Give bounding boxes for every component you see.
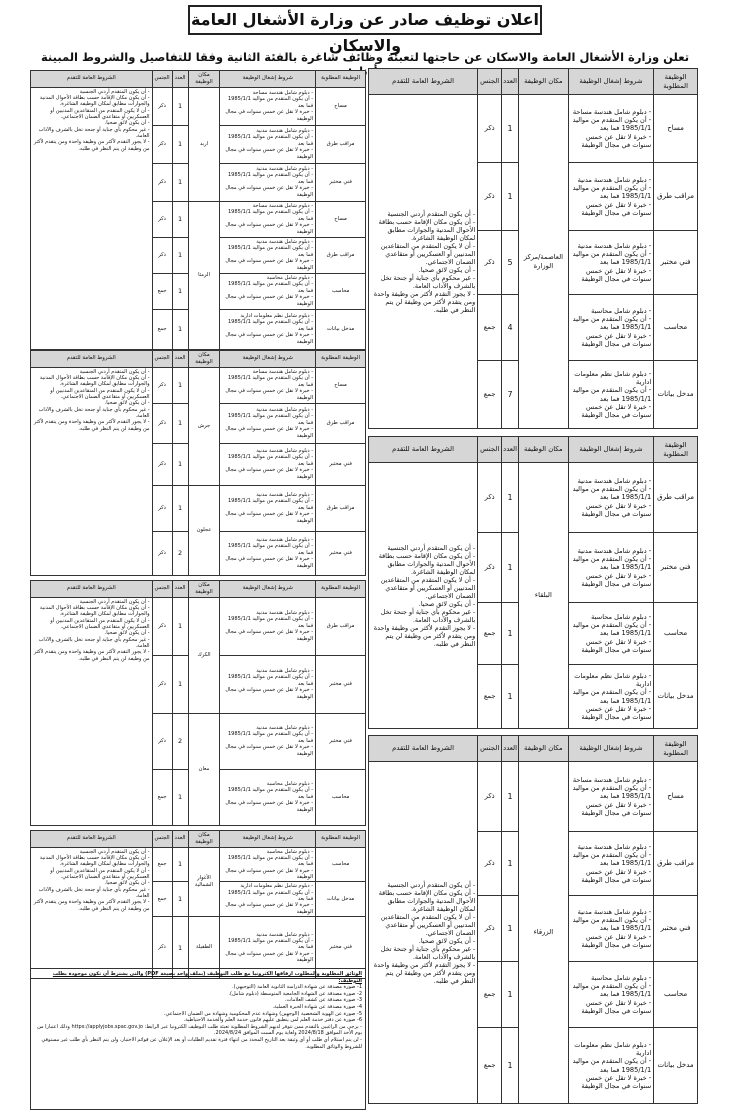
header-qual: شروط إشغال الوظيفة <box>568 736 653 762</box>
qual-cell: - دبلوم شامل هندسة مدنية - أن يكون المتقدم من مواليد 1985/1/1 فما بعد - خبرة لا تقل عن خمس سنوات في مجال الوظيفة <box>568 231 653 295</box>
gender-cell: ذكر <box>478 832 502 896</box>
gender-cell: ذكر <box>152 163 172 201</box>
count-cell: 1 <box>172 125 188 163</box>
gender-cell: ذكر <box>478 163 502 231</box>
job-cell: مدخل بيانات <box>654 665 698 729</box>
header-job: الوظيفة المطلوبة <box>654 69 698 95</box>
apply-instructions: - يرجى من الراغبين بالتقدم ممن تتوفر لديهم الشروط المطلوبة تعبئة طلب التوظيف الكترونيا عبر الرابط: https://applyjobs.spac.gov.jo وذلك اعتبارا من يوم الأحد الموافق 2024/8/18 ولغاية يوم السبت الموافق 2024/8/24. <box>37 1023 362 1037</box>
place-cell: الأغوار الشمالية <box>188 847 220 917</box>
qual-cell: - دبلوم شامل هندسة مدنية - أن يكون المتقدم من مواليد 1985/1/1 فما بعد - خبرة لا تقل عن خمس سنوات في مجال الوظيفة <box>220 531 316 575</box>
header-count: العدد <box>502 69 519 95</box>
job-cell: محاسب <box>654 962 698 1028</box>
count-cell: 1 <box>172 201 188 237</box>
count-cell: 1 <box>172 367 188 403</box>
general-conditions: - أن يكون المتقدم أردني الجنسية - أن يكون مكان الإقامة حسب بطاقة الأحوال المدنية والجوازات مطابق لمكان الوظيفة الشاغرة. - أن لا يكون المتقدم من المتقاعدين المدنيين أو العسكريين أو متقاعدي الضمان الاجتماعي. - أن يكون لائق صحيا. - غير محكوم بأي جناية أو جنحة تخل بالشرف والآداب العامة. - لا يجوز التقدم لأكثر من وظيفة واحدة ومن يتقدم لأكثر من وظيفة لن يتم النظر في طلبه. <box>369 463 478 729</box>
job-cell: مراقب طرق <box>316 403 366 443</box>
count-cell: 1 <box>172 309 188 349</box>
job-cell: مساح <box>654 762 698 832</box>
qual-cell: - دبلوم شامل هندسة مدنية - أن يكون المتقدم من مواليد 1985/1/1 فما بعد - خبرة لا تقل عن خمس سنوات في مجال الوظيفة <box>220 163 316 201</box>
header-place: مكان الوظيفة <box>188 581 220 598</box>
job-cell: محاسب <box>654 295 698 361</box>
qual-cell: - دبلوم شامل هندسة مدنية - أن يكون المتقدم من مواليد 1985/1/1 فما بعد - خبرة لا تقل عن خمس سنوات في مجال الوظيفة <box>220 655 316 713</box>
qual-cell: - دبلوم شامل هندسة مدنية - أن يكون المتقدم من مواليد 1985/1/1 فما بعد - خبرة لا تقل عن خمس سنوات في مجال الوظيفة <box>220 125 316 163</box>
count-cell: 1 <box>172 882 188 917</box>
header-count: العدد <box>172 351 188 368</box>
gender-cell: ذكر <box>478 95 502 163</box>
general-conditions: - أن يكون المتقدم أردني الجنسية - أن يكون مكان الإقامة حسب بطاقة الأحوال المدنية والجوازات مطابق لمكان الوظيفة الشاغرة. - أن لا يكون المتقدم من المتقاعدين المدنيين أو العسكريين أو متقاعدي الضمان الاجتماعي. - أن يكون لائق صحيا. - غير محكوم بأي جناية أو جنحة تخل بالشرف والآداب العامة. - لا يجوز التقدم لأكثر من وظيفة واحدة ومن يتقدم لأكثر من وظيفة لن يتم النظر في طلبه. <box>31 367 153 575</box>
job-cell: محاسب <box>316 847 366 882</box>
count-cell: 2 <box>172 713 188 769</box>
gender-cell: جمع <box>152 847 172 882</box>
gender-cell: جمع <box>478 361 502 429</box>
required-documents-notes <box>30 968 366 1110</box>
qual-cell: - دبلوم شامل هندسة مساحة - أن يكون المتقدم من مواليد 1985/1/1 فما بعد - خبرة لا تقل عن خمس سنوات في مجال الوظيفة <box>220 367 316 403</box>
count-cell: 1 <box>502 762 519 832</box>
gender-cell: ذكر <box>152 403 172 443</box>
qual-cell: - دبلوم شامل هندسة مدنية - أن يكون المتقدم من مواليد 1985/1/1 فما بعد - خبرة لا تقل عن خمس سنوات في مجال الوظيفة <box>568 832 653 896</box>
count-cell: 2 <box>172 531 188 575</box>
place-cell: الكرك <box>188 597 220 713</box>
header-count: العدد <box>172 71 188 88</box>
intro-text: تعلن وزارة الأشغال العامة والاسكان عن حاجتها لتعبئة وظائف شاغرة بالفئة الثانية وفقا للتفاصيل والشروط المبينة <box>40 50 690 64</box>
qual-cell: - دبلوم شامل محاسبة - أن يكون المتقدم من مواليد 1985/1/1 فما بعد - خبرة لا تقل عن خمس سنوات في مجال الوظيفة <box>568 962 653 1028</box>
table-south <box>30 830 366 979</box>
header-qual: شروط إشغال الوظيفة <box>220 71 316 88</box>
header-job: الوظيفة المطلوبة <box>654 736 698 762</box>
job-cell: فني مختبر <box>654 896 698 962</box>
header-count: العدد <box>502 437 519 463</box>
header-qual: شروط إشغال الوظيفة <box>568 69 653 95</box>
count-cell: 1 <box>172 847 188 882</box>
gender-cell: ذكر <box>152 531 172 575</box>
job-cell: فني مختبر <box>316 443 366 485</box>
note-item: 6- صورة عن دفتر خدمة العلم لمن ينطبق عليهم قانون خدمة العلم والخدمة الاحتياطية. <box>183 1017 362 1024</box>
table-zarqa <box>368 735 698 1104</box>
job-cell: فني مختبر <box>316 531 366 575</box>
job-cell: محاسب <box>654 603 698 665</box>
header-gender: الجنس <box>152 71 172 88</box>
job-cell: محاسب <box>316 769 366 825</box>
gender-cell: ذكر <box>152 655 172 713</box>
header-place: مكان الوظيفة <box>519 437 569 463</box>
qual-cell: - دبلوم شامل هندسة مساحة - أن يكون المتقدم من مواليد 1985/1/1 فما بعد - خبرة لا تقل عن خمس سنوات في مجال الوظيفة <box>568 762 653 832</box>
count-cell: 1 <box>172 597 188 655</box>
qual-cell: - دبلوم شامل هندسة مدنية - أن يكون المتقدم من مواليد 1985/1/1 فما بعد - خبرة لا تقل عن خمس سنوات في مجال الوظيفة <box>220 237 316 273</box>
job-cell: فني مختبر <box>316 917 366 979</box>
qual-cell: - دبلوم شامل هندسة مدنية - أن يكون المتقدم من مواليد 1985/1/1 فما بعد - خبرة لا تقل عن خمس سنوات في مجال الوظيفة <box>568 896 653 962</box>
count-cell: 1 <box>502 603 519 665</box>
place-cell: العاصمة/مركز الوزارة <box>519 95 569 429</box>
header-qual: شروط إشغال الوظيفة <box>568 437 653 463</box>
gender-cell: ذكر <box>152 485 172 531</box>
general-conditions: - أن يكون المتقدم أردني الجنسية - أن يكون مكان الإقامة حسب بطاقة الأحوال المدنية والجوازات مطابق لمكان الوظيفة الشاغرة. - أن لا يكون المتقدم من المتقاعدين المدنيين أو العسكريين أو متقاعدي الضمان الاجتماعي. - أن يكون لائق صحيا. - غير محكوم بأي جناية أو جنحة تخل بالشرف والآداب العامة. - لا يجوز التقدم لأكثر من وظيفة واحدة ومن يتقدم لأكثر من وظيفة لن يتم النظر في طلبه. <box>31 597 153 825</box>
count-cell: 1 <box>172 443 188 485</box>
header-general: الشروط العامة للتقدم <box>31 831 153 848</box>
header-gender: الجنس <box>152 831 172 848</box>
job-cell: مدخل بيانات <box>316 309 366 349</box>
header-job: الوظيفة المطلوبة <box>316 71 366 88</box>
gender-cell: جمع <box>478 1028 502 1104</box>
table-karak-maan <box>30 580 366 826</box>
header-general: الشروط العامة للتقدم <box>369 69 478 95</box>
count-cell: 1 <box>172 403 188 443</box>
general-conditions: - أن يكون المتقدم أردني الجنسية - أن يكون مكان الإقامة حسب بطاقة الأحوال المدنية والجوازات مطابق لمكان الوظيفة الشاغرة. - أن لا يكون المتقدم من المتقاعدين المدنيين أو العسكريين أو متقاعدي الضمان الاجتماعي. - أن يكون لائق صحيا. - غير محكوم بأي جناية أو جنحة تخل بالشرف والآداب العامة. - لا يجوز التقدم لأكثر من وظيفة واحدة ومن يتقدم لأكثر من وظيفة لن يتم النظر في طلبه. <box>369 762 478 1104</box>
count-cell: 1 <box>502 665 519 729</box>
job-cell: مساح <box>316 87 366 125</box>
note-item: 3- صورة مصدقة عن كشف العلامات. <box>284 997 362 1004</box>
job-cell: مراقب طرق <box>316 125 366 163</box>
count-cell: 1 <box>502 896 519 962</box>
job-cell: فني مختبر <box>316 713 366 769</box>
job-cell: مراقب طرق <box>654 832 698 896</box>
job-cell: فني مختبر <box>316 655 366 713</box>
header-job: الوظيفة المطلوبة <box>316 831 366 848</box>
count-cell: 1 <box>502 1028 519 1104</box>
place-cell: الطفيلة <box>188 917 220 979</box>
general-conditions: - أن يكون المتقدم أردني الجنسية - أن يكون مكان الإقامة حسب بطاقة الأحوال المدنية والجوازات مطابق لمكان الوظيفة الشاغرة. - أن لا يكون المتقدم من المتقاعدين المدنيين أو العسكريين أو متقاعدي الضمان الاجتماعي. - أن يكون لائق صحيا. - غير محكوم بأي جناية أو جنحة تخل بالشرف والآداب العامة. - لا يجوز التقدم لأكثر من وظيفة واحدة ومن يتقدم لأكثر من وظيفة لن يتم النظر في طلبه. <box>369 95 478 429</box>
job-cell: مدخل بيانات <box>654 361 698 429</box>
header-gender: الجنس <box>478 437 502 463</box>
count-cell: 1 <box>502 163 519 231</box>
gender-cell: جمع <box>478 295 502 361</box>
gender-cell: ذكر <box>152 201 172 237</box>
gender-cell: ذكر <box>478 762 502 832</box>
header-count: العدد <box>502 736 519 762</box>
qual-cell: - دبلوم شامل هندسة مساحة - أن يكون المتقدم من مواليد 1985/1/1 فما بعد - خبرة لا تقل عن خمس سنوات في مجال الوظيفة <box>220 87 316 125</box>
header-place: مكان الوظيفة <box>188 71 220 88</box>
qual-cell: - دبلوم شامل هندسة مدنية - أن يكون المتقدم من مواليد 1985/1/1 فما بعد - خبرة لا تقل عن خمس سنوات في مجال الوظيفة <box>568 533 653 603</box>
qual-cell: - دبلوم شامل هندسة مدنية - أن يكون المتقدم من مواليد 1985/1/1 فما بعد - خبرة لا تقل عن خمس سنوات في مجال الوظيفة <box>568 463 653 533</box>
gender-cell: جمع <box>152 273 172 309</box>
place-cell: معان <box>188 713 220 825</box>
qual-cell: - دبلوم شامل نظم معلومات ادارية - أن يكون المتقدم من مواليد 1985/1/1 فما بعد - خبرة لا تقل عن خمس سنوات في مجال الوظيفة <box>568 1028 653 1104</box>
header-general: الشروط العامة للتقدم <box>369 437 478 463</box>
count-cell: 1 <box>502 533 519 603</box>
note-item: 4- صورة مصدقة عن شهادة الخبرة العملية. <box>272 1003 362 1010</box>
header-general: الشروط العامة للتقدم <box>31 581 153 598</box>
place-cell: اربد <box>188 87 220 201</box>
qual-cell: - دبلوم شامل هندسة مدنية - أن يكون المتقدم من مواليد 1985/1/1 فما بعد - خبرة لا تقل عن خمس سنوات في مجال الوظيفة <box>220 485 316 531</box>
gender-cell: ذكر <box>478 463 502 533</box>
header-job: الوظيفة المطلوبة <box>316 581 366 598</box>
notes-heading: الوثائق المطلوبة والمطلوب ارفاقها الكترونيا مع طلب التوظيف (بملف واحد بصيغة PDF) والتي يشترط أن تكون موجودة بطلب التوظيف: <box>52 971 362 984</box>
qual-cell: - دبلوم شامل محاسبة - أن يكون المتقدم من مواليد 1985/1/1 فما بعد - خبرة لا تقل عن خمس سنوات في مجال الوظيفة <box>220 847 316 882</box>
gender-cell: ذكر <box>478 231 502 295</box>
gender-cell: ذكر <box>152 443 172 485</box>
job-cell: فني مختبر <box>316 163 366 201</box>
gender-cell: ذكر <box>478 896 502 962</box>
qual-cell: - دبلوم شامل هندسة مدنية - أن يكون المتقدم من مواليد 1985/1/1 فما بعد - خبرة لا تقل عن خمس سنوات في مجال الوظيفة <box>568 163 653 231</box>
job-cell: محاسب <box>316 273 366 309</box>
qual-cell: - دبلوم شامل هندسة مدنية - أن يكون المتقدم من مواليد 1985/1/1 فما بعد - خبرة لا تقل عن خمس سنوات في مجال الوظيفة <box>220 443 316 485</box>
job-cell: مدخل بيانات <box>654 1028 698 1104</box>
gender-cell: جمع <box>152 309 172 349</box>
count-cell: 1 <box>502 962 519 1028</box>
qual-cell: - دبلوم شامل نظم معلومات ادارية - أن يكون المتقدم من مواليد 1985/1/1 فما بعد - خبرة لا تقل عن خمس سنوات في مجال الوظيفة <box>568 361 653 429</box>
job-cell: مراقب طرق <box>654 463 698 533</box>
final-note: - لن يتم استلام أي طلب أو أي وثيقة بعد التاريخ المحدد من انتهاء فترة تقديم الطلبات أو بعد الإعلان عن قوائم الاختبار، ولن يتم النظر بأي طلب غير مستوفي للشروط والوثائق المطلوبة. <box>41 1036 362 1050</box>
gender-cell: ذكر <box>152 367 172 403</box>
job-cell: مراقب طرق <box>654 163 698 231</box>
count-cell: 1 <box>172 485 188 531</box>
header-gender: الجنس <box>478 736 502 762</box>
gender-cell: ذكر <box>152 125 172 163</box>
gender-cell: ذكر <box>152 237 172 273</box>
qual-cell: - دبلوم شامل هندسة مدنية - أن يكون المتقدم من مواليد 1985/1/1 فما بعد - خبرة لا تقل عن خمس سنوات في مجال الوظيفة <box>220 713 316 769</box>
header-place: مكان الوظيفة <box>188 831 220 848</box>
gender-cell: جمع <box>478 962 502 1028</box>
qual-cell: - دبلوم شامل هندسة مساحة - أن يكون المتقدم من مواليد 1985/1/1 فما بعد - خبرة لا تقل عن خمس سنوات في مجال الوظيفة <box>568 95 653 163</box>
qual-cell: - دبلوم شامل محاسبة - أن يكون المتقدم من مواليد 1985/1/1 فما بعد - خبرة لا تقل عن خمس سنوات في مجال الوظيفة <box>568 603 653 665</box>
header-job: الوظيفة المطلوبة <box>316 351 366 368</box>
header-gender: الجنس <box>152 351 172 368</box>
job-cell: مراقب طرق <box>316 237 366 273</box>
gender-cell: ذكر <box>152 87 172 125</box>
qual-cell: - دبلوم شامل هندسة مساحة - أن يكون المتقدم من مواليد 1985/1/1 فما بعد - خبرة لا تقل عن خمس سنوات في مجال الوظيفة <box>220 201 316 237</box>
header-qual: شروط إشغال الوظيفة <box>220 831 316 848</box>
note-item: 5- صورة عن الهوية الشخصية (الوجهين) وشهادة عدم المحكومية وشهادة من الضمان الاجتماعي. <box>163 1010 362 1017</box>
gender-cell: جمع <box>152 882 172 917</box>
count-cell: 5 <box>502 231 519 295</box>
count-cell: 1 <box>172 769 188 825</box>
qual-cell: - دبلوم شامل محاسبة - أن يكون المتقدم من مواليد 1985/1/1 فما بعد - خبرة لا تقل عن خمس سنوات في مجال الوظيفة <box>568 295 653 361</box>
header-place: مكان الوظيفة <box>188 351 220 368</box>
header-count: العدد <box>172 581 188 598</box>
count-cell: 1 <box>172 163 188 201</box>
header-qual: شروط إشغال الوظيفة <box>220 351 316 368</box>
qual-cell: - دبلوم شامل هندسة مدنية - أن يكون المتقدم من مواليد 1985/1/1 فما بعد - خبرة لا تقل عن خمس سنوات في مجال الوظيفة <box>220 403 316 443</box>
qual-cell: - دبلوم شامل هندسة مدنية - أن يكون المتقدم من مواليد 1985/1/1 فما بعد - خبرة لا تقل عن خمس سنوات في مجال الوظيفة <box>220 597 316 655</box>
gender-cell: ذكر <box>478 533 502 603</box>
header-place: مكان الوظيفة <box>519 69 569 95</box>
place-cell: جرش <box>188 367 220 485</box>
gender-cell: جمع <box>478 603 502 665</box>
table-irbid-ramtha <box>30 70 366 350</box>
general-conditions: - أن يكون المتقدم أردني الجنسية - أن يكون مكان الإقامة حسب بطاقة الأحوال المدنية والجوازات مطابق لمكان الوظيفة الشاغرة. - أن لا يكون المتقدم من المتقاعدين المدنيين أو العسكريين أو متقاعدي الضمان الاجتماعي. - أن يكون لائق صحيا. - غير محكوم بأي جناية أو جنحة تخل بالشرف والآداب العامة. - لا يجوز التقدم لأكثر من وظيفة واحدة ومن يتقدم لأكثر من وظيفة لن يتم النظر في طلبه. <box>31 847 153 979</box>
job-cell: مساح <box>654 95 698 163</box>
job-cell: مدخل بيانات <box>316 882 366 917</box>
header-place: مكان الوظيفة <box>519 736 569 762</box>
header-general: الشروط العامة للتقدم <box>369 736 478 762</box>
note-item: 2- صورة مصدقة عن الشهادة الجامعية المتوسطة (دبلوم شامل). <box>228 990 362 997</box>
qual-cell: - دبلوم شامل محاسبة - أن يكون المتقدم من مواليد 1985/1/1 فما بعد - خبرة لا تقل عن خمس سنوات في مجال الوظيفة <box>220 769 316 825</box>
job-cell: مساح <box>316 367 366 403</box>
gender-cell: ذكر <box>152 917 172 979</box>
qual-cell: - دبلوم شامل نظم معلومات ادارية - أن يكون المتقدم من مواليد 1985/1/1 فما بعد - خبرة لا تقل عن خمس سنوات في مجال الوظيفة <box>220 309 316 349</box>
header-qual: شروط إشغال الوظيفة <box>220 581 316 598</box>
header-gender: الجنس <box>152 581 172 598</box>
count-cell: 1 <box>502 832 519 896</box>
header-count: العدد <box>172 831 188 848</box>
count-cell: 4 <box>502 295 519 361</box>
qual-cell: - دبلوم شامل هندسة مدنية - أن يكون المتقدم من مواليد 1985/1/1 فما بعد - خبرة لا تقل عن خمس سنوات في مجال الوظيفة <box>220 917 316 979</box>
table-jerash-ajloun <box>30 350 366 576</box>
count-cell: 1 <box>502 463 519 533</box>
gender-cell: ذكر <box>152 597 172 655</box>
count-cell: 1 <box>172 273 188 309</box>
gender-cell: ذكر <box>152 713 172 769</box>
place-cell: الرمثا <box>188 201 220 349</box>
header-job: الوظيفة المطلوبة <box>654 437 698 463</box>
note-item: 1- صورة مصدقة عن شهادة الدراسة الثانوية العامة (التوجيهي). <box>232 984 362 991</box>
page-title: اعلان توظيف صادر عن وزارة الأشغال العامة والاسكان <box>188 5 542 35</box>
job-cell: مراقب طرق <box>316 485 366 531</box>
header-gender: الجنس <box>478 69 502 95</box>
job-cell: مساح <box>316 201 366 237</box>
count-cell: 1 <box>172 917 188 979</box>
job-cell: مراقب طرق <box>316 597 366 655</box>
table-balqa <box>368 436 698 729</box>
count-cell: 1 <box>172 237 188 273</box>
place-cell: البلقاء <box>519 463 569 729</box>
table-capital <box>368 68 698 429</box>
job-cell: فني مختبر <box>654 533 698 603</box>
general-conditions: - أن يكون المتقدم أردني الجنسية - أن يكون مكان الإقامة حسب بطاقة الأحوال المدنية والجوازات مطابق لمكان الوظيفة الشاغرة. - أن لا يكون المتقدم من المتقاعدين المدنيين أو العسكريين أو متقاعدي الضمان الاجتماعي. - أن يكون لائق صحيا. - غير محكوم بأي جناية أو جنحة تخل بالشرف والآداب العامة. - لا يجوز التقدم لأكثر من وظيفة واحدة ومن يتقدم لأكثر من وظيفة لن يتم النظر في طلبه. <box>31 87 153 349</box>
place-cell: عجلون <box>188 485 220 575</box>
gender-cell: جمع <box>152 769 172 825</box>
qual-cell: - دبلوم شامل نظم معلومات ادارية - أن يكون المتقدم من مواليد 1985/1/1 فما بعد - خبرة لا تقل عن خمس سنوات في مجال الوظيفة <box>220 882 316 917</box>
count-cell: 1 <box>172 87 188 125</box>
count-cell: 7 <box>502 361 519 429</box>
count-cell: 1 <box>172 655 188 713</box>
qual-cell: - دبلوم شامل نظم معلومات ادارية - أن يكون المتقدم من مواليد 1985/1/1 فما بعد - خبرة لا تقل عن خمس سنوات في مجال الوظيفة <box>568 665 653 729</box>
qual-cell: - دبلوم شامل محاسبة - أن يكون المتقدم من مواليد 1985/1/1 فما بعد - خبرة لا تقل عن خمس سنوات في مجال الوظيفة <box>220 273 316 309</box>
count-cell: 1 <box>502 95 519 163</box>
header-general: الشروط العامة للتقدم <box>31 351 153 368</box>
gender-cell: جمع <box>478 665 502 729</box>
job-cell: فني مختبر <box>654 231 698 295</box>
header-general: الشروط العامة للتقدم <box>31 71 153 88</box>
place-cell: الزرقاء <box>519 762 569 1104</box>
